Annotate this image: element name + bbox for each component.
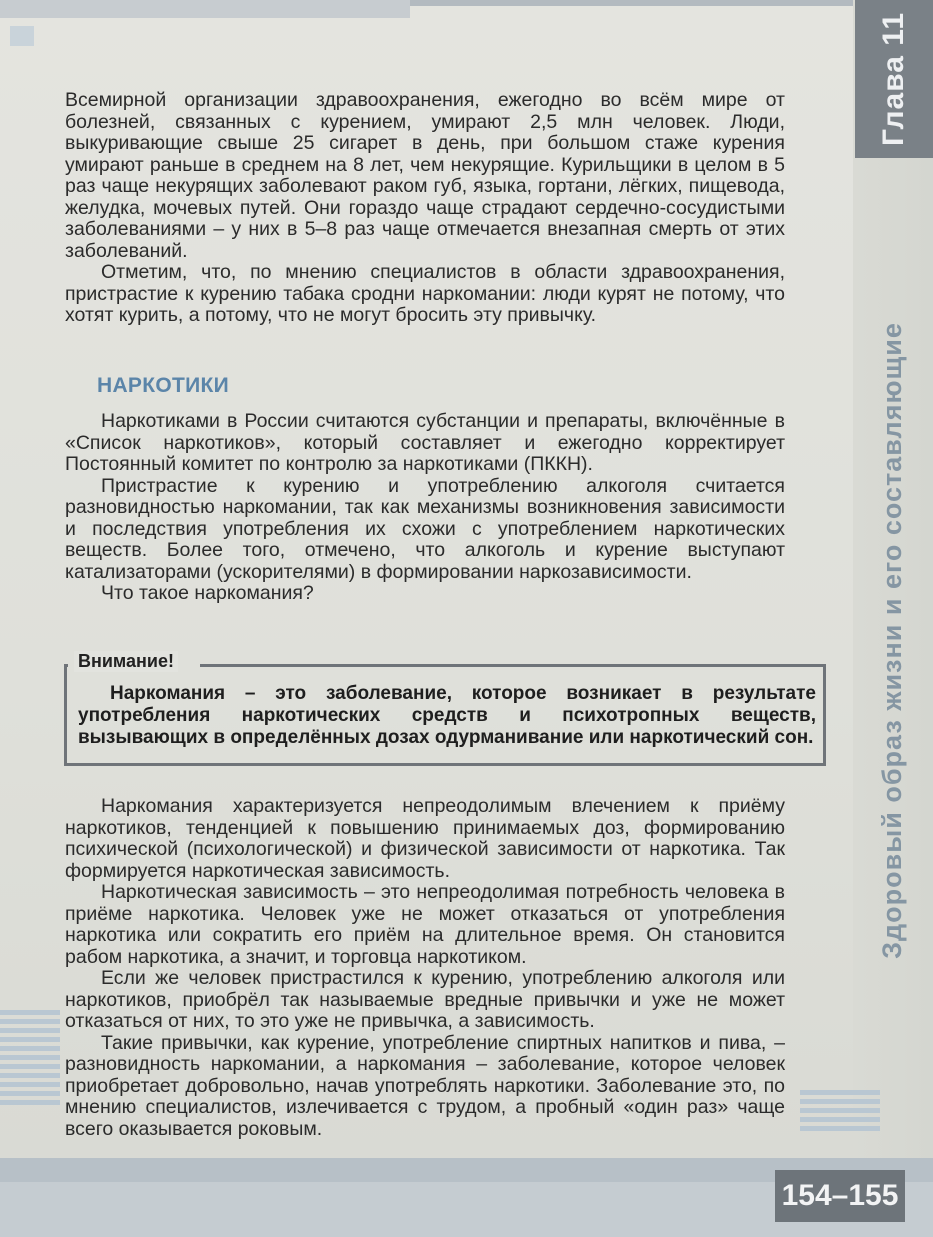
chapter-tab-label: Глава 11 (877, 11, 911, 147)
attention-box-border (64, 664, 68, 667)
mid-text-block (65, 411, 785, 605)
paragraph: Если же человек пристрастился к курению, употреблению алкоголя или наркотиков, приобрёл так называемые вредные привычки и уже не может отказаться от них, то это уже не привычка, а зависимость. (65, 967, 785, 1032)
attention-box-border (200, 664, 826, 667)
section-heading: НАРКОТИКИ (97, 374, 230, 397)
page-numbers: 154–155 (781, 1179, 899, 1212)
corner-decor (10, 26, 34, 46)
paragraph: Наркотиками в России считаются субстанции и препараты, включённые в «Список наркотиков», который составляет и ежегодно корректирует Постоянный комитет по контролю за наркотиками (ПККН). (65, 410, 785, 475)
right-stripes-decor (800, 1090, 880, 1150)
paragraph: Пристрастие к курению и употреблению алкоголя считается разновидностью наркомании, так как механизмы возникновения зависимости и последствия употребления их схожи с употреблением наркотических веществ. Более того, отмечено, что алкоголь и курение выступают катализаторами (ускорителями) в формировании наркозависимости. (65, 474, 785, 583)
paragraph: Такие привычки, как курение, употребление спиртных напитков и пива, – разновидность наркомании, а наркомания – заболевание, которое человек приобретает добровольно, начав употреблять наркотики. Заболевание это, по мнению специалистов, излечивается с трудом, а пробный «один раз» чаще всего оказывается роковым. (65, 1031, 785, 1140)
attention-label: Внимание! (74, 651, 178, 672)
left-stripes-decor (0, 1010, 60, 1120)
side-title-wrap (852, 321, 932, 959)
paragraph: Отметим, что, по мнению специалистов в области здравоохранения, пристрастие к курению табака сродни наркомании: люди курят не потому, что хотят курить, а потому, что не могут бросить эту привычку. (65, 261, 785, 326)
page-number-box (775, 1170, 905, 1222)
paragraph: Наркотическая зависимость – это непреодолимая потребность человека в приёме наркотика. Человек уже не может отказаться от употребления наркотика или сократить его приём на длительное время. Он становится рабом наркотика, а значит, и торговца наркотиком. (65, 881, 785, 968)
attention-definition: Наркомания – это заболевание, которое возникает в результате употребления наркотических средств и психотропных веществ, вызывающих в определённых дозах одурманивание или наркотический сон. (78, 683, 816, 748)
side-title: Здоровый образ жизни и его составляющие (876, 321, 907, 959)
paragraph: Всемирной организации здравоохранения, ежегодно во всём мире от болезней, связанных с курением, умирают 2,5 млн человек. Люди, выкуривающие свыше 25 сигарет в день, при большом стаже курения умирают раньше в среднем на 8 лет, чем некурящие. Курильщики в целом в 5 раз чаще некурящих заболевают раком губ, языка, гортани, лёгких, пищевода, желудка, мочевых путей. Они гораздо чаще страдают сердечно-сосудистыми заболеваниями – у них в 5–8 раз чаще отмечается внезапная смерть от этих заболеваний. (65, 89, 785, 262)
paragraph: Что такое наркомания? (101, 582, 314, 604)
top-text-block (65, 90, 785, 327)
top-decor-bar (0, 0, 410, 18)
attention-text (78, 683, 816, 749)
paragraph: Наркомания характеризуется непреодолимым влечением к приёму наркотиков, тенденцией к повышению принимаемых доз, формированию психической (психологической) и физической зависимости от наркотика. Так формируется наркотическая зависимость. (65, 795, 785, 882)
chapter-tab-label-wrap (855, 0, 933, 158)
bottom-text-block (65, 796, 785, 1140)
